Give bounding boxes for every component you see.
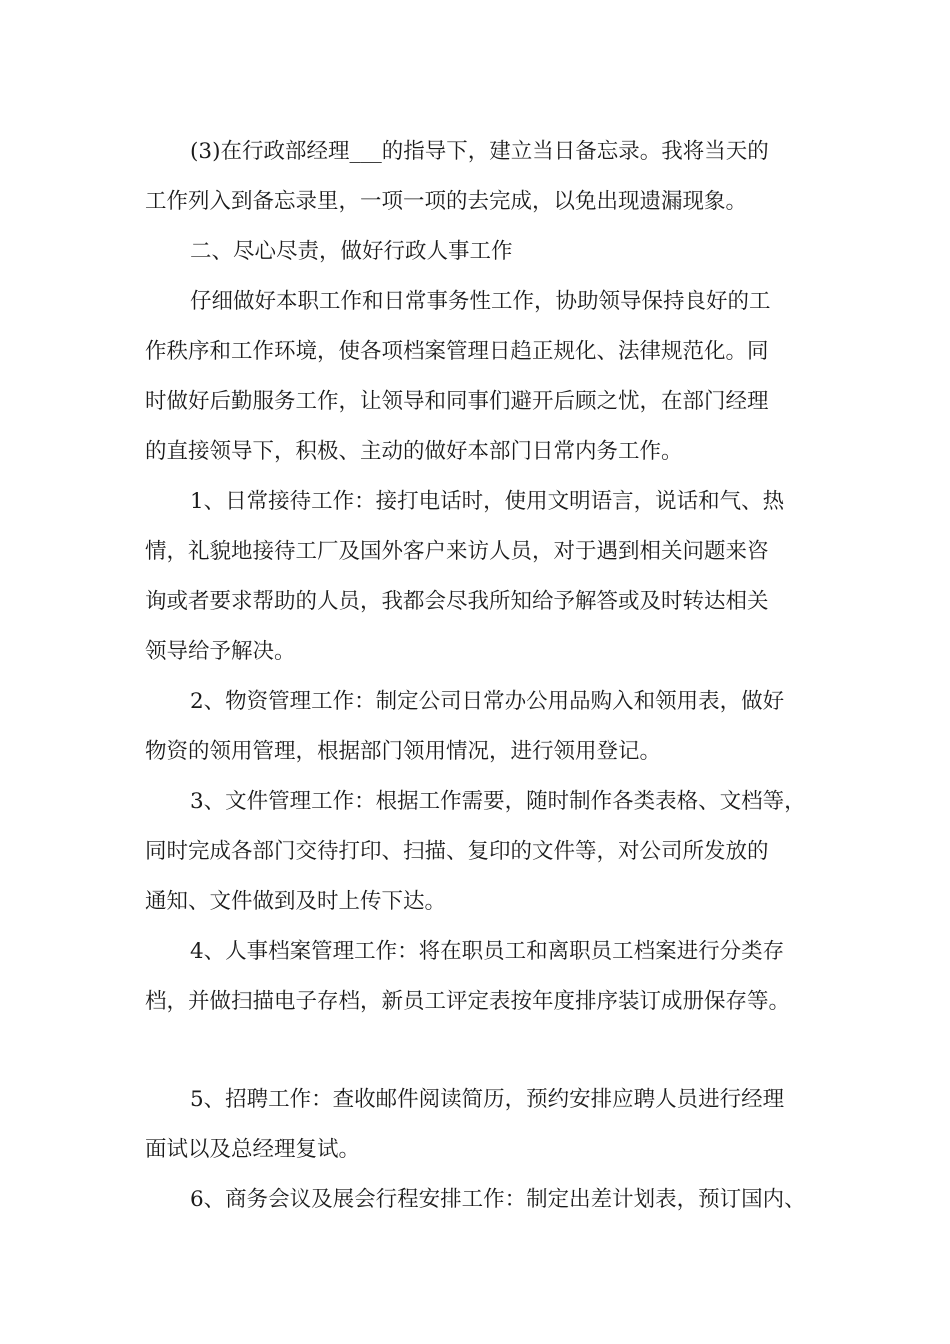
text-line: 6、商务会议及展会行程安排工作：制定出差计划表，预订国内、 [190, 1187, 806, 1212]
text-line: 仔细做好本职工作和日常事务性工作，协助领导保持良好的工 [190, 289, 771, 314]
section-heading: 二、尽心尽责，做好行政人事工作 [190, 239, 513, 264]
text-line: 询或者要求帮助的人员，我都会尽我所知给予解答或及时转达相关 [145, 589, 769, 614]
text-line: 面试以及总经理复试。 [145, 1137, 361, 1162]
text-line: 时做好后勤服务工作，让领导和同事们避开后顾之忧，在部门经理 [145, 389, 769, 414]
text-line: 领导给予解决。 [145, 639, 296, 664]
text-line: 物资的领用管理，根据部门领用情况，进行领用登记。 [145, 739, 662, 764]
text-line: 档，并做扫描电子存档，新员工评定表按年度排序装订成册保存等。 [145, 989, 791, 1014]
text-line: (3)在行政部经理___的指导下，建立当日备忘录。我将当天的 [190, 139, 769, 164]
text-line: 通知、文件做到及时上传下达。 [145, 889, 447, 914]
text-line: 2、物资管理工作：制定公司日常办公用品购入和领用表，做好 [190, 689, 785, 714]
text-line: 1、日常接待工作：接打电话时，使用文明语言，说话和气、热 [190, 489, 785, 514]
text-line: 5、招聘工作：查收邮件阅读简历，预约安排应聘人员进行经理 [190, 1087, 785, 1112]
text-line: 情，礼貌地接待工厂及国外客户来访人员，对于遇到相关问题来咨 [145, 539, 769, 564]
text-line: 工作列入到备忘录里，一项一项的去完成，以免出现遗漏现象。 [145, 189, 748, 214]
text-line: 作秩序和工作环境，使各项档案管理日趋正规化、法律规范化。同 [145, 339, 769, 364]
text-line: 的直接领导下，积极、主动的做好本部门日常内务工作。 [145, 439, 683, 464]
text-line: 3、文件管理工作：根据工作需要，随时制作各类表格、文档等， [190, 789, 806, 814]
text-line: 4、人事档案管理工作：将在职员工和离职员工档案进行分类存 [190, 939, 785, 964]
text-line: 同时完成各部门交待打印、扫描、复印的文件等，对公司所发放的 [145, 839, 769, 864]
